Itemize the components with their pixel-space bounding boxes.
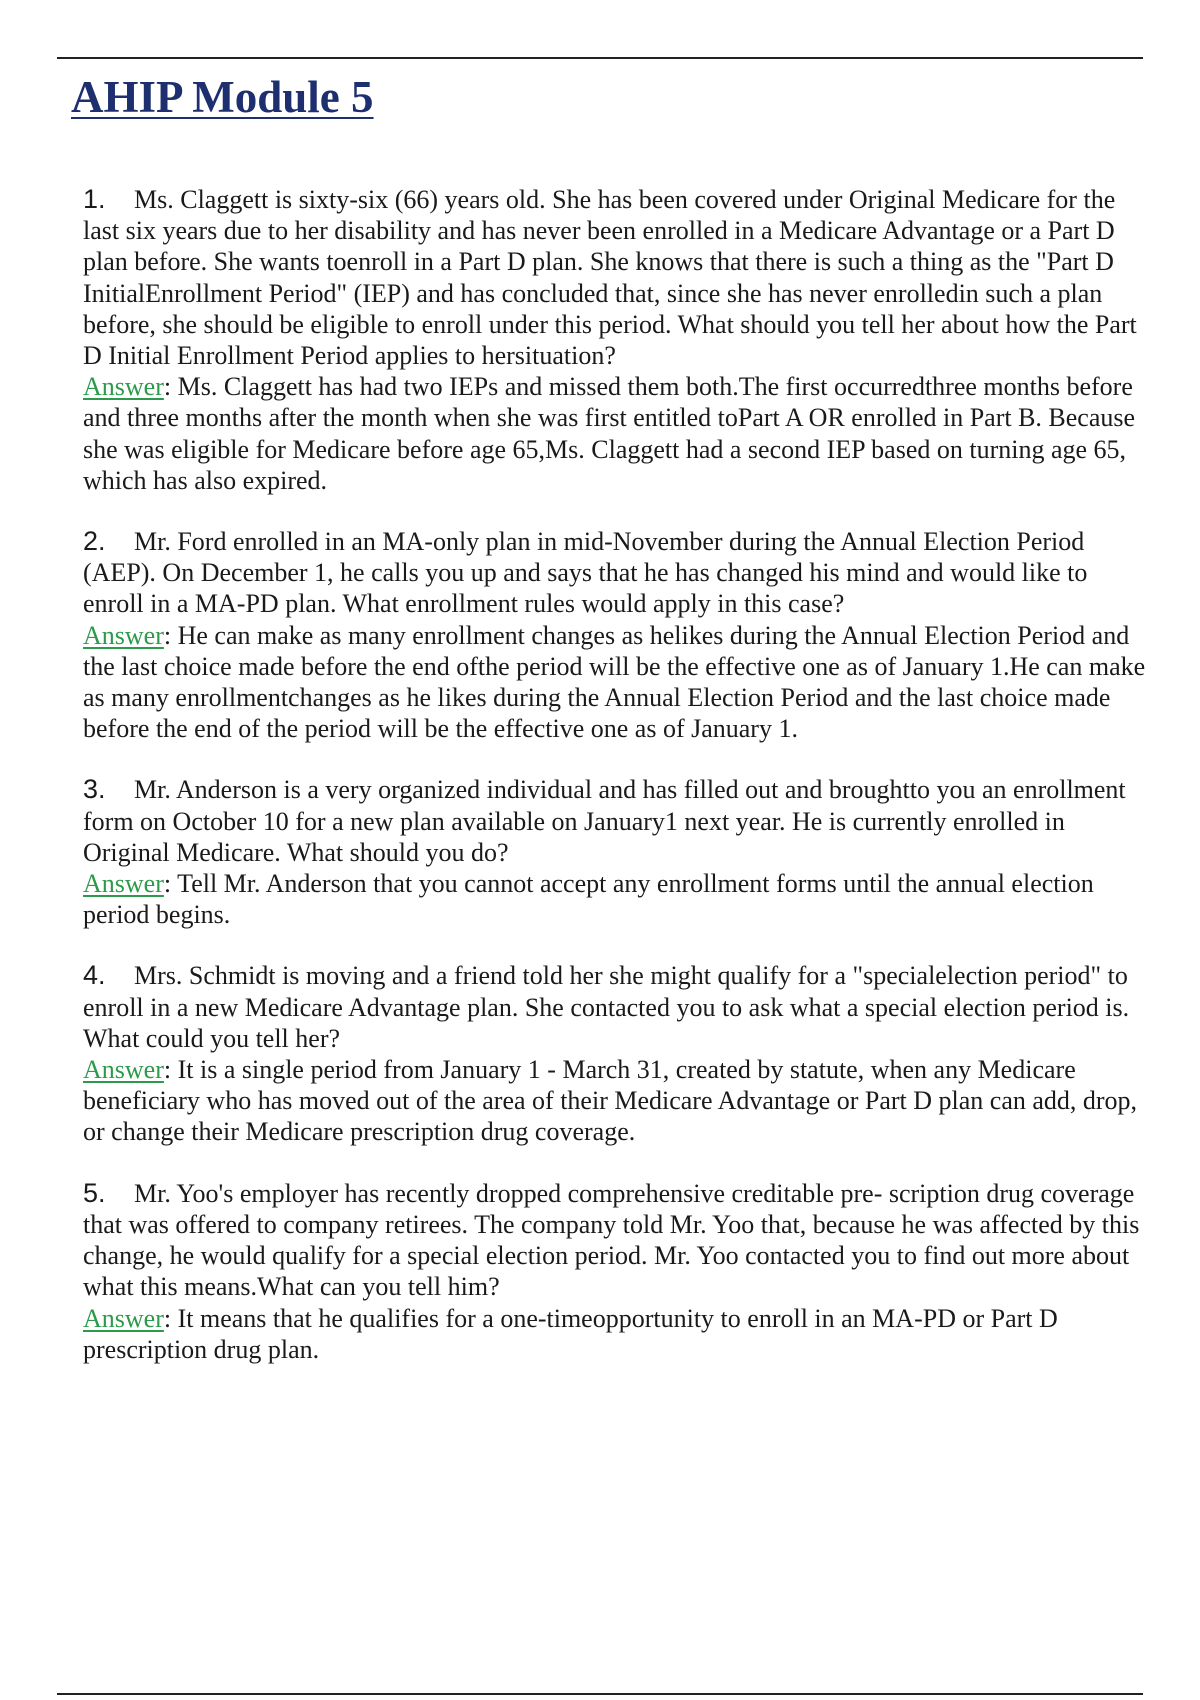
answer-label: Answer xyxy=(83,1303,164,1333)
question-number: 2. xyxy=(83,526,106,557)
bottom-rule xyxy=(57,1693,1143,1695)
answer-5 xyxy=(83,1303,1148,1365)
answer-label: Answer xyxy=(83,869,164,899)
question-item-3 xyxy=(83,774,1148,930)
question-text: Mr. Yoo's employer has recently dropped comprehensive creditable pre- scription drug coverage that was offered to company retirees. The company told Mr. Yoo that, because he was affected by this change, he would qualify for a special election period. Mr. Yoo contacted you to find out more about what this means.What can you tell him? xyxy=(83,1178,1140,1302)
top-rule xyxy=(57,57,1143,59)
answer-text: : He can make as many enrollment changes as helikes during the Annual Election Period and the last choice made before the end ofthe period will be the effective one as of January 1.He can make as many enrollmentchanges as he likes during the Annual Election Period and the last choice made before the end of the period will be the effective one as of January 1. xyxy=(83,620,1146,744)
document-title: AHIP Module 5 xyxy=(71,72,374,122)
question-text: Mr. Ford enrolled in an MA-only plan in mid-November during the Annual Election Period (AEP). On December 1, he calls you up and says that he has changed his mind and would like to enroll in a MA-PD plan. What enrollment rules would apply in this case? xyxy=(83,527,1088,619)
answer-text: : It means that he qualifies for a one-timeopportunity to enroll in an MA-PD or Part D prescription drug plan. xyxy=(83,1303,1058,1364)
question-1 xyxy=(83,184,1148,371)
question-2 xyxy=(83,526,1148,620)
answer-text: : Tell Mr. Anderson that you cannot accept any enrollment forms until the annual election period begins. xyxy=(83,869,1094,930)
question-text: Ms. Claggett is sixty-six (66) years old. She has been covered under Original Medicare for the last six years due to her disability and has never been enrolled in a Medicare Advantage or a Part D plan before. She wants toenroll in a Part D plan. She knows that there is such a thing as the "Part D InitialEnrollment Period" (IEP) and has concluded that, since she has never enrolledin such a plan before, she should be eligible to enroll under this period. What should you tell her about how the Part D Initial Enrollment Period applies to hersituation? xyxy=(83,185,1137,371)
answer-label: Answer xyxy=(83,1055,164,1085)
question-item-4 xyxy=(83,960,1148,1147)
question-number: 5. xyxy=(83,1177,106,1208)
answer-label: Answer xyxy=(83,372,164,402)
question-list xyxy=(83,184,1148,1365)
answer-text: : It is a single period from January 1 - March 31, created by statute, when any Medicare beneficiary who has moved out of the area of their Medicare Advantage or Part D plan can add, drop, or change their Medicare prescription drug coverage. xyxy=(83,1055,1138,1147)
answer-3 xyxy=(83,868,1148,930)
question-item-1 xyxy=(83,184,1148,496)
question-number: 1. xyxy=(83,184,106,214)
question-4 xyxy=(83,960,1148,1054)
question-text: Mrs. Schmidt is moving and a friend told her she might qualify for a "specialelection period" to enroll in a new Medicare Advantage plan. She contacted you to ask what a special election period is. What could you tell her? xyxy=(83,961,1130,1053)
question-item-5 xyxy=(83,1178,1148,1365)
question-3 xyxy=(83,774,1148,868)
answer-2 xyxy=(83,620,1148,745)
answer-4 xyxy=(83,1054,1148,1148)
question-item-2 xyxy=(83,526,1148,744)
answer-1 xyxy=(83,371,1148,496)
answer-label: Answer xyxy=(83,620,164,650)
question-5 xyxy=(83,1178,1148,1303)
answer-text: : Ms. Claggett has had two IEPs and missed them both.The first occurredthree months before and three months after the month when she was first entitled toPart A OR enrolled in Part B. Because she was eligible for Medicare before age 65,Ms. Claggett had a second IEP based on turning age 65, which has also expired. xyxy=(83,372,1136,495)
question-text: Mr. Anderson is a very organized individual and has filled out and broughtto you an enrollment form on October 10 for a new plan available on January1 next year. He is currently enrolled in Original Medicare. What should you do? xyxy=(83,775,1126,867)
question-number: 4. xyxy=(83,960,106,991)
question-number: 3. xyxy=(83,774,106,805)
